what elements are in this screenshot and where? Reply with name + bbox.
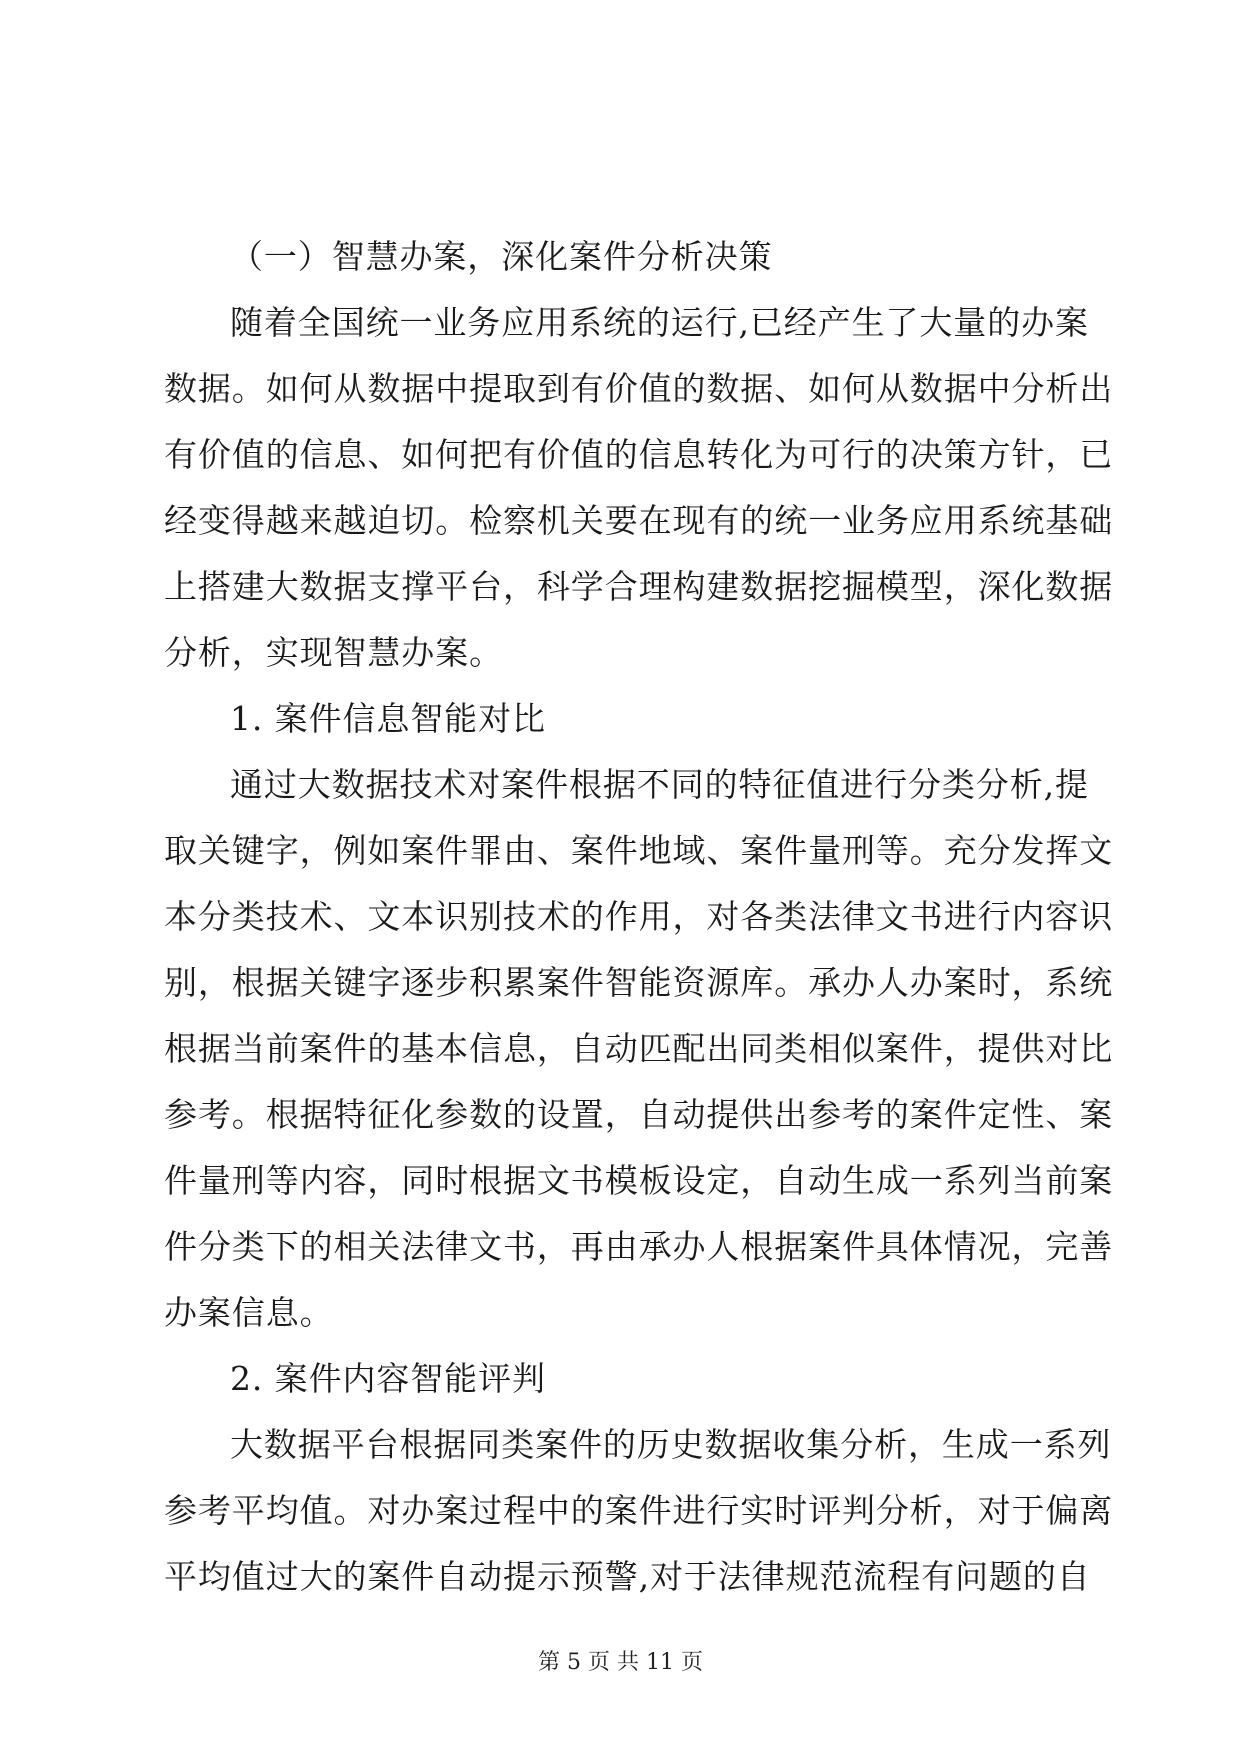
paragraph-line: 参考。根据特征化参数的设置，自动提供出参考的案件定性、案 (164, 1095, 1114, 1134)
paragraph-line: 分析，实现智慧办案。 (164, 633, 503, 672)
paragraph-line: 取关键字，例如案件罪由、案件地域、案件量刑等。充分发挥文 (164, 831, 1114, 870)
page-number-footer: 第 5 页 共 11 页 (538, 1650, 703, 1675)
paragraph-line: 参考平均值。对办案过程中的案件进行实时评判分析，对于偏离 (164, 1491, 1114, 1530)
paragraph-line: 经变得越来越迫切。检察机关要在现有的统一业务应用系统基础 (164, 501, 1114, 540)
paragraph-line: 随着全国统一业务应用系统的运行,已经产生了大量的办案 (230, 303, 1089, 342)
paragraph-line: 大数据平台根据同类案件的历史数据收集分析，生成一系列 (230, 1425, 1112, 1464)
paragraph-line: 数据。如何从数据中提取到有价值的数据、如何从数据中分析出 (164, 369, 1114, 408)
paragraph-line: 通过大数据技术对案件根据不同的特征值进行分类分析,提 (230, 765, 1089, 804)
paragraph-line: 有价值的信息、如何把有价值的信息转化为可行的决策方针，已 (164, 435, 1114, 474)
paragraph-line: 件分类下的相关法律文书，再由承办人根据案件具体情况，完善 (164, 1227, 1114, 1266)
paragraph-line: 平均值过大的案件自动提示预警,对于法律规范流程有问题的自 (164, 1557, 1091, 1596)
paragraph-2 (164, 752, 1114, 1346)
paragraph-line: 件量刑等内容，同时根据文书模板设定，自动生成一系列当前案 (164, 1161, 1114, 1200)
section-heading: （一）智慧办案，深化案件分析决策 (230, 237, 773, 276)
paragraph-1 (164, 290, 1114, 686)
paragraph-line: 别，根据关键字逐步积累案件智能资源库。承办人办案时，系统 (164, 963, 1114, 1002)
paragraph-line: 根据当前案件的基本信息，自动匹配出同类相似案件，提供对比 (164, 1029, 1114, 1068)
subheading-case-content-evaluation: 2. 案件内容智能评判 (230, 1359, 546, 1398)
paragraph-3 (164, 1412, 1114, 1610)
subheading-case-info-comparison: 1. 案件信息智能对比 (230, 699, 546, 738)
paragraph-line: 本分类技术、文本识别技术的作用，对各类法律文书进行内容识 (164, 897, 1114, 936)
page-content (164, 224, 1114, 1610)
paragraph-line: 办案信息。 (164, 1293, 334, 1332)
paragraph-line: 上搭建大数据支撑平台，科学合理构建数据挖掘模型，深化数据 (164, 567, 1114, 606)
